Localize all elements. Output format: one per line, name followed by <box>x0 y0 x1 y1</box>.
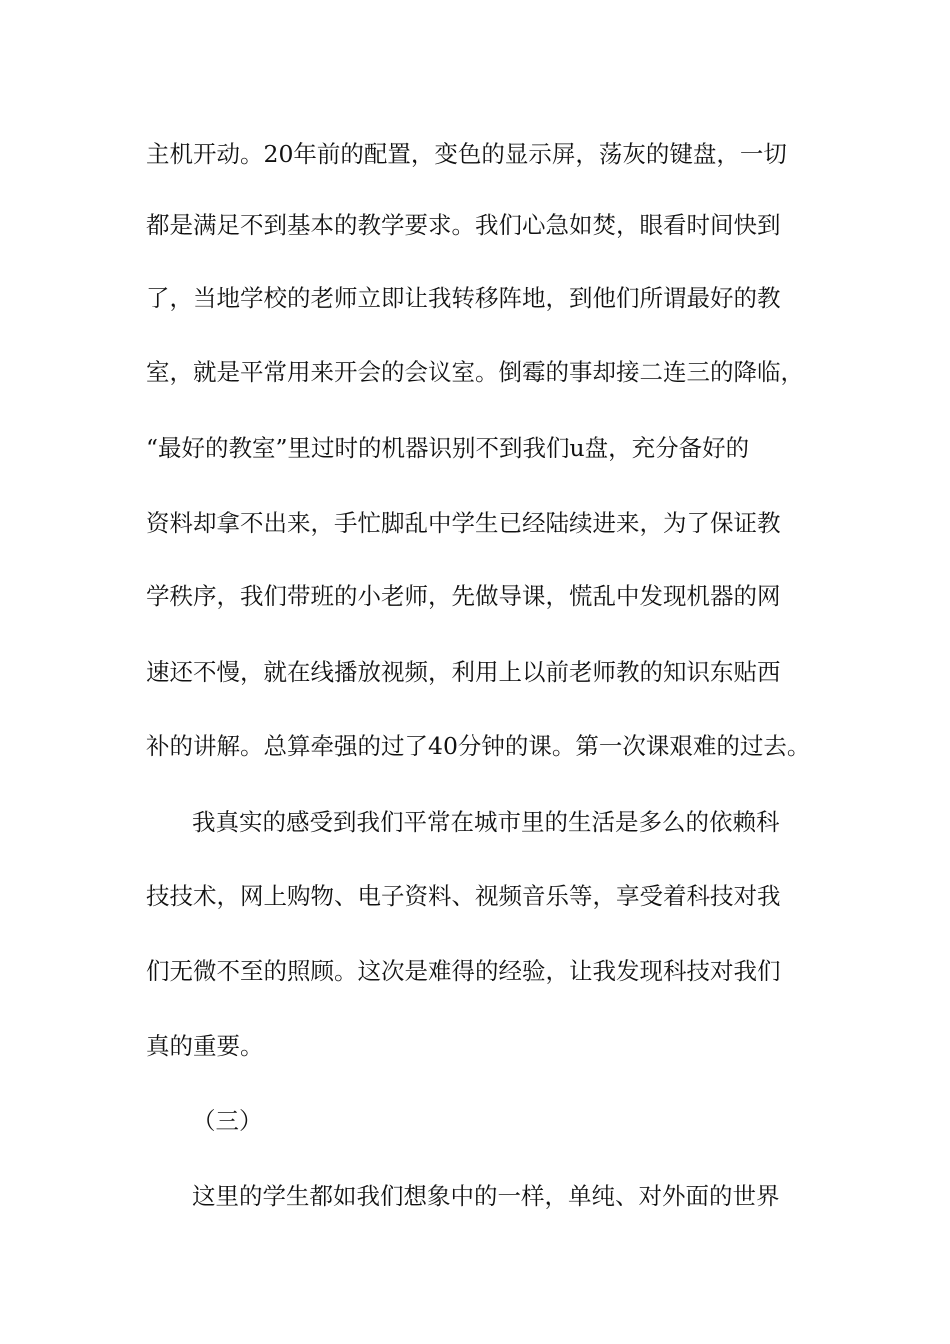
text-line-5: “最好的教室”里过时的机器识别不到我们u盘，充分备好的 <box>146 434 750 462</box>
text-line-10: 我真实的感受到我们平常在城市里的生活是多么的依赖科 <box>192 808 780 836</box>
text-line-13: 真的重要。 <box>146 1032 264 1060</box>
text-line-1: 主机开动。20年前的配置，变色的显示屏，荡灰的键盘，一切 <box>146 140 787 168</box>
text-line-3: 了，当地学校的老师立即让我转移阵地，到他们所谓最好的教 <box>146 284 781 312</box>
text-line-2: 都是满足不到基本的教学要求。我们心急如焚，眼看时间快到 <box>146 211 781 239</box>
text-line-15: 这里的学生都如我们想象中的一样，单纯、对外面的世界 <box>192 1182 780 1210</box>
text-line-12: 们无微不至的照顾。这次是难得的经验，让我发现科技对我们 <box>146 957 781 985</box>
section-heading: （三） <box>192 1107 263 1135</box>
text-line-11: 技技术，网上购物、电子资料、视频音乐等，享受着科技对我 <box>146 882 781 910</box>
text-line-9: 补的讲解。总算牵强的过了40分钟的课。第一次课艰难的过去。 <box>146 732 811 760</box>
text-line-8: 速还不慢，就在线播放视频，利用上以前老师教的知识东贴西 <box>146 658 781 686</box>
text-line-4: 室，就是平常用来开会的会议室。倒霉的事却接二连三的降临， <box>146 358 804 386</box>
text-line-6: 资料却拿不出来，手忙脚乱中学生已经陆续进来，为了保证教 <box>146 509 781 537</box>
text-line-7: 学秩序，我们带班的小老师，先做导课，慌乱中发现机器的网 <box>146 582 781 610</box>
